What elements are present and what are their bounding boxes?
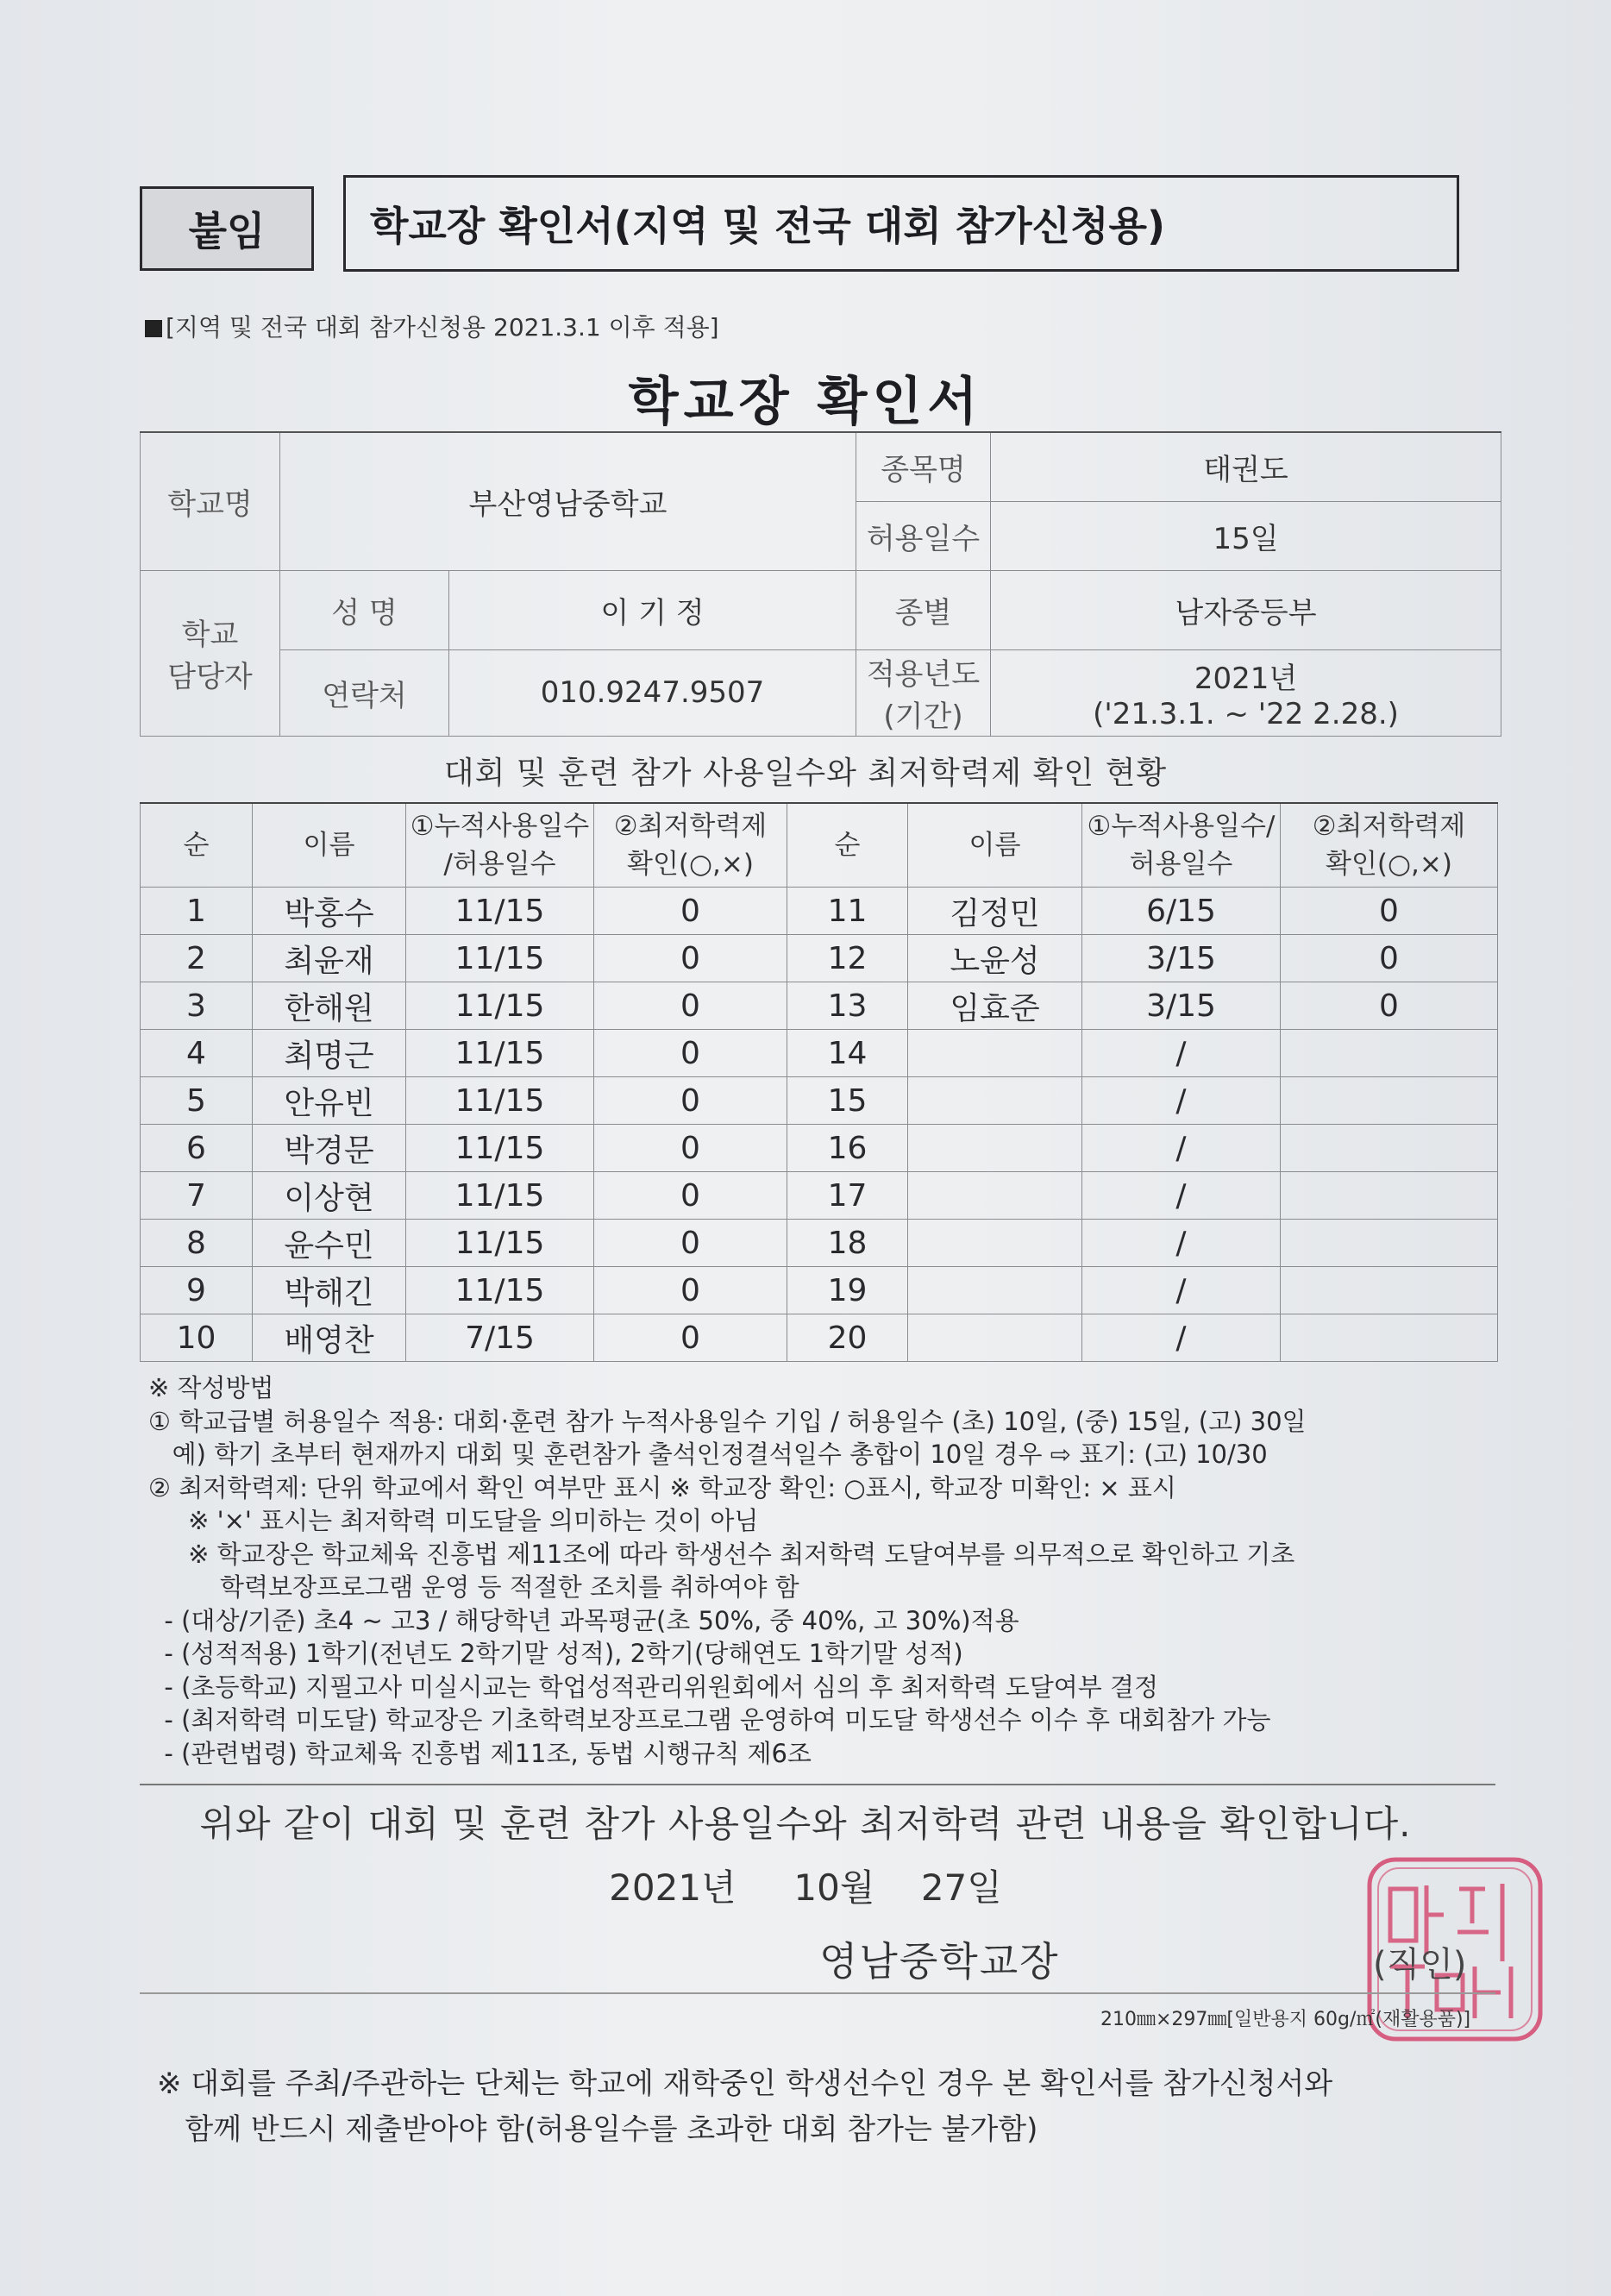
- attachment-label: 붙임: [140, 186, 314, 271]
- row-days-2: /: [1082, 1314, 1281, 1362]
- row-check-2: [1281, 1314, 1498, 1362]
- category-label: 종별: [856, 570, 991, 649]
- row-name-2: [908, 1220, 1082, 1267]
- note-line: ※ 작성방법: [148, 1373, 274, 1402]
- phone: 010.9247.9507: [449, 649, 856, 736]
- col-name: 이름: [253, 803, 406, 888]
- col-min-2: [1281, 803, 1498, 888]
- row-name-2: [908, 1314, 1082, 1362]
- row-check: 0: [594, 1220, 787, 1267]
- row-days: 11/15: [406, 1030, 594, 1077]
- row-check-2: [1281, 1125, 1498, 1172]
- year-period: [991, 649, 1501, 736]
- allowed-days-label: 허용일수: [856, 501, 991, 570]
- note-line: 학력보장프로그램 운영 등 적절한 조치를 취하여야 함: [148, 1572, 799, 1602]
- square-bullet-icon: [145, 320, 162, 337]
- footer-note: [157, 2061, 1502, 2153]
- row-name-2: [908, 1077, 1082, 1125]
- row-name-2: [908, 1172, 1082, 1220]
- table-row: [141, 1077, 1498, 1125]
- row-days: 11/15: [406, 1125, 594, 1172]
- row-no: 10: [141, 1314, 253, 1362]
- row-check: 0: [594, 1314, 787, 1362]
- note-line: ① 학교급별 허용일수 적용: 대회·훈련 참가 누적사용일수 기입 / 허용일수 (초) 10일, (중) 15일, (고) 30일: [148, 1406, 1307, 1436]
- row-days-2: /: [1082, 1077, 1281, 1125]
- note-line: - (대상/기준) 초4 ~ 고3 / 해당학년 과목평균(초 50%, 중 40%, 고 30%)적용: [148, 1605, 1019, 1635]
- row-no-2: 15: [787, 1077, 908, 1125]
- row-days: 11/15: [406, 888, 594, 935]
- status-title: 대회 및 훈련 참가 사용일수와 최저학력제 확인 현황: [443, 756, 1168, 791]
- row-check-2: [1281, 1030, 1498, 1077]
- row-name-2: 노윤성: [908, 935, 1082, 982]
- note-line: ※ 학교장은 학교체육 진흥법 제11조에 따라 학생선수 최저학력 도달여부를 의무적으로 확인하고 기초: [148, 1539, 1295, 1569]
- row-no: 2: [141, 935, 253, 982]
- table-row: [141, 1172, 1498, 1220]
- row-no-2: 18: [787, 1220, 908, 1267]
- col-no-2: 순: [787, 803, 908, 888]
- row-days-2: /: [1082, 1030, 1281, 1077]
- date-year: 2021년: [609, 1866, 737, 1909]
- col-min: [594, 803, 787, 888]
- row-check-2: [1281, 1172, 1498, 1220]
- row-no-2: 16: [787, 1125, 908, 1172]
- row-days-2: /: [1082, 1172, 1281, 1220]
- row-name: 최윤재: [253, 935, 406, 982]
- footer-line: ※ 대회를 주최/주관하는 단체는 학교에 재학중인 학생선수인 경우 본 확인서를 참가신청서와: [157, 2067, 1333, 2101]
- row-name: 최명근: [253, 1030, 406, 1077]
- row-no: 3: [141, 982, 253, 1030]
- row-no-2: 14: [787, 1030, 908, 1077]
- note-line: - (성적적용) 1학기(전년도 2학기말 성적), 2학기(당해연도 1학기말 성적): [148, 1639, 963, 1668]
- principal-name: 영남중학교장: [819, 1938, 1060, 1985]
- col-name-2: 이름: [908, 803, 1082, 888]
- participants-rows: [141, 888, 1498, 1362]
- row-days-2: /: [1082, 1125, 1281, 1172]
- footer-line: 함께 반드시 제출받아야 함(허용일수를 초과한 대회 참가는 불가함): [157, 2112, 1038, 2147]
- row-name: 배영찬: [253, 1314, 406, 1362]
- note-line: ※ '×' 표시는 최저학력 미도달을 의미하는 것이 아님: [148, 1506, 759, 1535]
- category: 남자중등부: [991, 570, 1501, 649]
- participants-table: [140, 802, 1498, 1362]
- col-days-2-line-1: ①누적사용일수/: [1087, 811, 1276, 842]
- table-row: [141, 1267, 1498, 1314]
- document-title: 학교장 확인서: [628, 372, 983, 432]
- row-no-2: 19: [787, 1267, 908, 1314]
- divider: [140, 1784, 1495, 1785]
- row-no: 7: [141, 1172, 253, 1220]
- col-min-2-line-2: 확인(○,×): [1326, 849, 1452, 880]
- col-min-line-1: ②최저학력제: [613, 811, 768, 842]
- row-days: 11/15: [406, 1077, 594, 1125]
- contact-label-line-1: 학교: [181, 618, 239, 652]
- row-name: 박홍수: [253, 888, 406, 935]
- date-day: 27일: [920, 1866, 1002, 1909]
- row-check: 0: [594, 1172, 787, 1220]
- row-days-2: 3/15: [1082, 982, 1281, 1030]
- row-check-2: 0: [1281, 935, 1498, 982]
- row-no-2: 11: [787, 888, 908, 935]
- note-line: 예) 학기 초부터 현재까지 대회 및 훈련참가 출석인정결석일수 총합이 10일 경우 ⇨ 표기: (고) 10/30: [148, 1440, 1268, 1469]
- row-name-2: 김정민: [908, 888, 1082, 935]
- info-table: [140, 431, 1501, 737]
- table-row: [141, 1125, 1498, 1172]
- row-no: 4: [141, 1030, 253, 1077]
- year: 2021년: [1194, 661, 1298, 696]
- row-name: 이상현: [253, 1172, 406, 1220]
- row-check: 0: [594, 1125, 787, 1172]
- row-days: 11/15: [406, 935, 594, 982]
- row-days: 11/15: [406, 1172, 594, 1220]
- phone-label: 연락처: [280, 649, 449, 736]
- col-min-2-line-1: ②최저학력제: [1312, 811, 1466, 842]
- row-name: 박경문: [253, 1125, 406, 1172]
- table-row: [141, 1030, 1498, 1077]
- row-no-2: 20: [787, 1314, 908, 1362]
- col-days: [406, 803, 594, 888]
- table-row: [141, 888, 1498, 935]
- row-check-2: 0: [1281, 888, 1498, 935]
- row-check: 0: [594, 982, 787, 1030]
- writing-instructions: [148, 1371, 1511, 1770]
- application-note-text: [지역 및 전국 대회 참가신청용 2021.3.1 이후 적용]: [166, 313, 719, 342]
- school-name-label: 학교명: [141, 432, 280, 570]
- col-days-2: [1082, 803, 1281, 888]
- col-no: 순: [141, 803, 253, 888]
- row-name: 박해긴: [253, 1267, 406, 1314]
- col-days-2-line-2: 허용일수: [1129, 849, 1233, 880]
- row-days: 11/15: [406, 1267, 594, 1314]
- contact-label-line-2: 담당자: [167, 660, 253, 694]
- row-check-2: [1281, 1220, 1498, 1267]
- row-name: 윤수민: [253, 1220, 406, 1267]
- row-check-2: [1281, 1267, 1498, 1314]
- paper-spec: 210㎜×297㎜[일반용지 60g/㎡(재활용품)]: [1100, 2009, 1471, 2030]
- confirmation-text: 위와 같이 대회 및 훈련 참가 사용일수와 최저학력 관련 내용을 확인합니다.: [199, 1803, 1412, 1845]
- row-days-2: /: [1082, 1220, 1281, 1267]
- row-no: 1: [141, 888, 253, 935]
- row-days-2: 3/15: [1082, 935, 1281, 982]
- row-no: 8: [141, 1220, 253, 1267]
- seal-label: (직인): [1373, 1945, 1467, 1985]
- row-no-2: 13: [787, 982, 908, 1030]
- col-days-line-2: /허용일수: [443, 849, 556, 880]
- row-name: 한해원: [253, 982, 406, 1030]
- sport-label: 종목명: [856, 432, 991, 501]
- row-check: 0: [594, 1267, 787, 1314]
- row-check: 0: [594, 888, 787, 935]
- table-row: [141, 935, 1498, 982]
- row-check: 0: [594, 935, 787, 982]
- row-check-2: 0: [1281, 982, 1498, 1030]
- row-check: 0: [594, 1030, 787, 1077]
- allowed-days: 15일: [991, 501, 1501, 570]
- row-name-2: [908, 1125, 1082, 1172]
- period: ('21.3.1. ~ '22 2.28.): [1093, 696, 1399, 731]
- year-label: [856, 649, 991, 736]
- row-name: 안유빈: [253, 1077, 406, 1125]
- row-name-2: [908, 1030, 1082, 1077]
- sport: 태권도: [991, 432, 1501, 501]
- application-note: [145, 309, 719, 343]
- contact-label: [141, 570, 280, 736]
- col-days-line-1: ①누적사용일수: [410, 811, 590, 842]
- row-days: 11/15: [406, 982, 594, 1030]
- note-line: - (최저학력 미도달) 학교장은 기초학력보장프로그램 운영하여 미도달 학생선수 이수 후 대회참가 가능: [148, 1705, 1271, 1735]
- row-days: 7/15: [406, 1314, 594, 1362]
- table-row: [141, 1314, 1498, 1362]
- row-no: 6: [141, 1125, 253, 1172]
- divider: [140, 1992, 1495, 1994]
- year-label-line-2: (기간): [883, 699, 963, 734]
- date-month: 10월: [793, 1866, 875, 1909]
- row-name-2: [908, 1267, 1082, 1314]
- row-name-2: 임효준: [908, 982, 1082, 1030]
- row-no-2: 17: [787, 1172, 908, 1220]
- attachment-title: 학교장 확인서(지역 및 전국 대회 참가신청용): [343, 175, 1459, 272]
- row-no-2: 12: [787, 935, 908, 982]
- table-row: [141, 982, 1498, 1030]
- row-no: 5: [141, 1077, 253, 1125]
- row-no: 9: [141, 1267, 253, 1314]
- table-row: [141, 1220, 1498, 1267]
- person-name-label: 성 명: [280, 570, 449, 649]
- person-name: 이 기 정: [449, 570, 856, 649]
- row-days: 11/15: [406, 1220, 594, 1267]
- note-line: ② 최저학력제: 단위 학교에서 확인 여부만 표시 ※ 학교장 확인: ○표시, 학교장 미확인: × 표시: [148, 1472, 1176, 1502]
- note-line: - (초등학교) 지필고사 미실시교는 학업성적관리위원회에서 심의 후 최저학력 도달여부 결정: [148, 1672, 1159, 1702]
- row-days-2: /: [1082, 1267, 1281, 1314]
- row-check-2: [1281, 1077, 1498, 1125]
- row-check: 0: [594, 1077, 787, 1125]
- note-line: - (관련법령) 학교체육 진흥법 제11조, 동법 시행규칙 제6조: [148, 1738, 812, 1768]
- col-min-line-2: 확인(○,×): [627, 849, 754, 880]
- row-days-2: 6/15: [1082, 888, 1281, 935]
- school-name: 부산영남중학교: [280, 432, 856, 570]
- year-label-line-1: 적용년도: [866, 657, 981, 692]
